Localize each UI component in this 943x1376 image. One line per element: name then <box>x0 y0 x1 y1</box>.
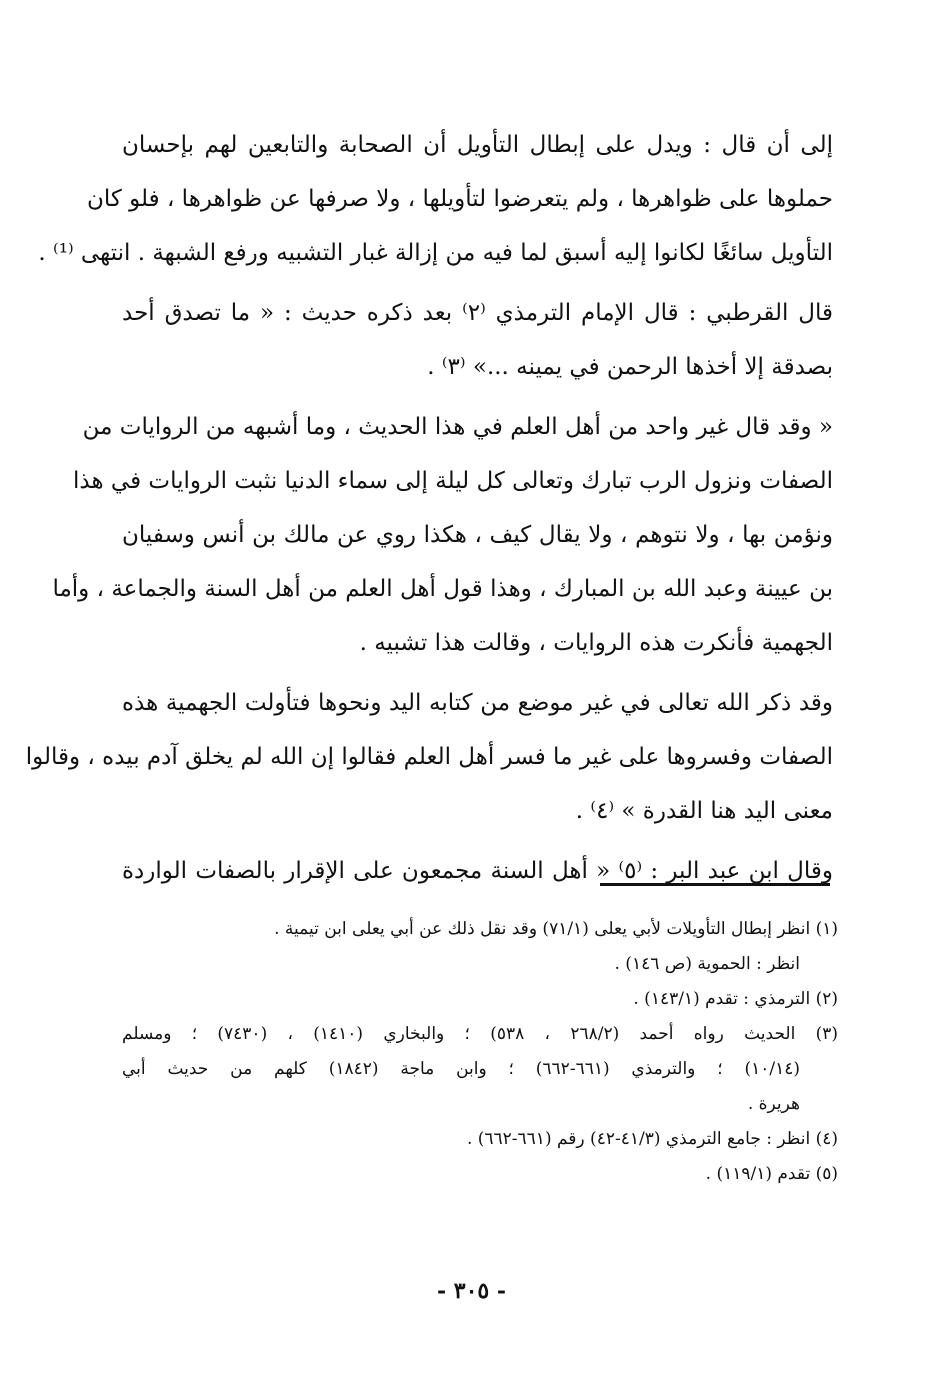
paragraph-4 <box>25 676 833 838</box>
footnote-2: (٢) الترمذي : تقدم (١٤٣/١) . <box>633 989 838 1009</box>
text-line: وقال ابن عبد البر : ⁽٥⁾ « أهل السنة مجمعون على الإقرار بالصفات الواردة <box>122 858 834 884</box>
text-line: الصفات وفسروها على غير ما فسر أهل العلم فقالوا إن الله لم يخلق آدم بيده ، وقالوا <box>25 744 833 770</box>
page-number: - ٣٠٥ - <box>436 1278 507 1304</box>
text-line: « وقد قال غير واحد من أهل العلم في هذا الحديث ، وما أشبهه من الروايات من <box>82 414 833 440</box>
text-line: بن عيينة وعبد الله بن المبارك ، وهذا قول أهل العلم من أهل السنة والجماعة ، وأما <box>52 576 833 602</box>
text-line: الجهمية فأنكرت هذه الروايات ، وقالت هذا تشبيه . <box>359 630 833 656</box>
paragraph-2 <box>122 286 833 394</box>
main-text <box>25 118 834 904</box>
footnotes <box>122 912 838 1192</box>
text-line: قال القرطبي : قال الإمام الترمذي ⁽٢⁾ بعد ذكره حديث : « ما تصدق أحد <box>122 300 833 326</box>
text-line: معنى اليد هنا القدرة » ⁽٤⁾ . <box>575 798 833 824</box>
text-line: الصفات ونزول الرب تبارك وتعالى كل ليلة إلى سماء الدنيا نثبت الروايات في هذا <box>73 468 833 494</box>
footnote-5: (٥) تقدم (١١٩/١) . <box>705 1164 838 1184</box>
footnote-3-continuation: هريرة . <box>747 1094 800 1114</box>
footnote-separator <box>600 883 830 886</box>
footnote-4: (٤) انظر : جامع الترمذي (٤١/٣-٤٢) رقم (٦٦١-٦٦٢) . <box>466 1129 838 1149</box>
footnote-3-continuation: (١٠/١٤) ؛ والترمذي (٦٦١-٦٦٢) ؛ وابن ماجة (١٨٤٢) كلهم من حديث أبي <box>122 1059 800 1079</box>
footnote-1: (١) انظر إبطال التأويلات لأبي يعلى (٧١/١) وقد نقل ذلك عن أبي يعلى ابن تيمية . <box>274 919 838 939</box>
text-line: حملوها على ظواهرها ، ولم يتعرضوا لتأويلها ، ولا صرفها عن ظواهرها ، فلو كان <box>86 186 833 212</box>
text-line: ونؤمن بها ، ولا نتوهم ، ولا يقال كيف ، هكذا روي عن مالك بن أنس وسفيان <box>122 522 833 548</box>
text-line: التأويل سائغًا لكانوا إليه أسبق لما فيه من إزالة غبار التشبيه ورفع الشبهة . انتهى ⁽¹⁾ . <box>38 240 833 266</box>
paragraph-5 <box>122 844 833 898</box>
footnote-1-continuation: انظر : الحموية (ص ١٤٦) . <box>614 954 800 974</box>
paragraph-1 <box>38 118 833 280</box>
text-line: وقد ذكر الله تعالى في غير موضع من كتابه اليد ونحوها فتأولت الجهمية هذه <box>122 690 833 716</box>
text-line: إلى أن قال : ويدل على إبطال التأويل أن الصحابة والتابعين لهم بإحسان <box>122 132 833 158</box>
text-line: بصدقة إلا أخذها الرحمن في يمينه ...» ⁽٣⁾ . <box>427 354 833 380</box>
footnote-3: (٣) الحديث رواه أحمد (٢٦٨/٢ ، ٥٣٨) ؛ والبخاري (١٤١٠) ، (٧٤٣٠) ؛ ومسلم <box>122 1024 839 1044</box>
paragraph-3 <box>52 400 833 670</box>
